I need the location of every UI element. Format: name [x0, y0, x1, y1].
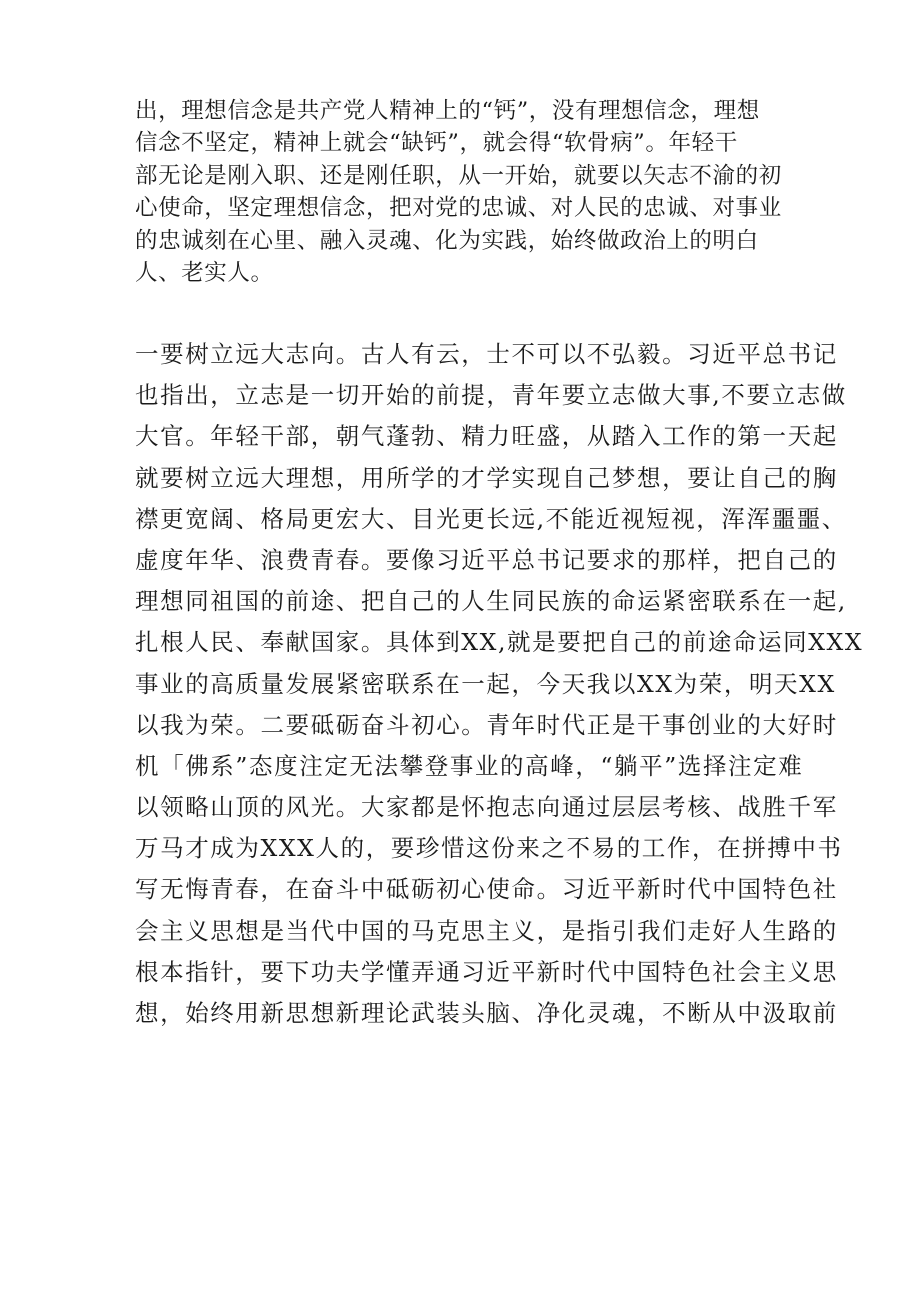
text-line: 事业的高质量发展紧密联系在一起，今天我以XX为荣，明天XX	[135, 669, 836, 698]
text-line: 出，理想信念是共产党人精神上的“钙”，没有理想信念，理想	[135, 98, 760, 124]
paragraph-aspirations	[135, 334, 864, 1034]
text-line: 大官。年轻干部，朝气蓬勃、精力旺盛，从踏入工作的第一天起	[135, 422, 838, 451]
paragraph-ideals-and-beliefs	[135, 95, 795, 289]
text-line: 会主义思想是当代中国的马克思主义，是指引我们走好人生路的	[135, 916, 838, 945]
text-line: 人、老实人。	[135, 259, 274, 286]
text-line: 想，始终用新思想新理论武装头脑、净化灵魂，不断从中汲取前	[135, 999, 838, 1027]
text-line: 心使命，坚定理想信念，把对党的忠诚、对人民的忠诚、对事业	[135, 195, 782, 222]
text-line: 理想同祖国的前途、把自己的人生同民族的命运紧密联系在一起,	[135, 587, 847, 616]
text-line: 写无悔青春，在奋斗中砥砺初心使命。习近平新时代中国特色社	[135, 875, 838, 904]
text-line: 机「佛系”态度注定无法攀登事业的高峰，“躺平”选择注定难	[135, 751, 804, 780]
text-line: 也指出，立志是一切开始的前提，青年要立志做大事,不要立志做	[135, 381, 847, 410]
text-line: 部无论是刚入职、还是刚任职，从一开始，就要以矢志不渝的初	[135, 162, 782, 189]
text-line: 扎根人民、奉献国家。具体到XX,就是要把自己的前途命运同XXX	[135, 628, 864, 657]
text-line: 虚度年华、浪费青春。要像习近平总书记要求的那样，把自己的	[135, 545, 838, 574]
text-line: 的忠诚刻在心里、融入灵魂、化为实践，始终做政治上的明白	[135, 227, 759, 254]
text-line: 一要树立远大志向。古人有云，士不可以不弘毅。习近平总书记	[135, 340, 838, 368]
text-line: 襟更宽阔、格局更宏大、目光更长远,不能近视短视，浑浑噩噩、	[135, 504, 847, 533]
text-line: 就要树立远大理想，用所学的才学实现自己梦想，要让自己的胸	[135, 463, 838, 492]
text-line: 万马才成为XXX人的，要珍惜这份来之不易的工作，在拼搏中书	[135, 834, 843, 863]
text-line: 信念不坚定，精神上就会“缺钙”，就会得“软骨病”。年轻干	[135, 130, 738, 157]
text-line: 根本指针，要下功夫学懂弄通习近平新时代中国特色社会主义思	[135, 957, 838, 986]
text-line: 以我为荣。二要砥砺奋斗初心。青年时代正是干事创业的大好时	[135, 710, 838, 739]
text-line: 以领略山顶的风光。大家都是怀抱志向通过层层考核、战胜千军	[135, 793, 838, 822]
